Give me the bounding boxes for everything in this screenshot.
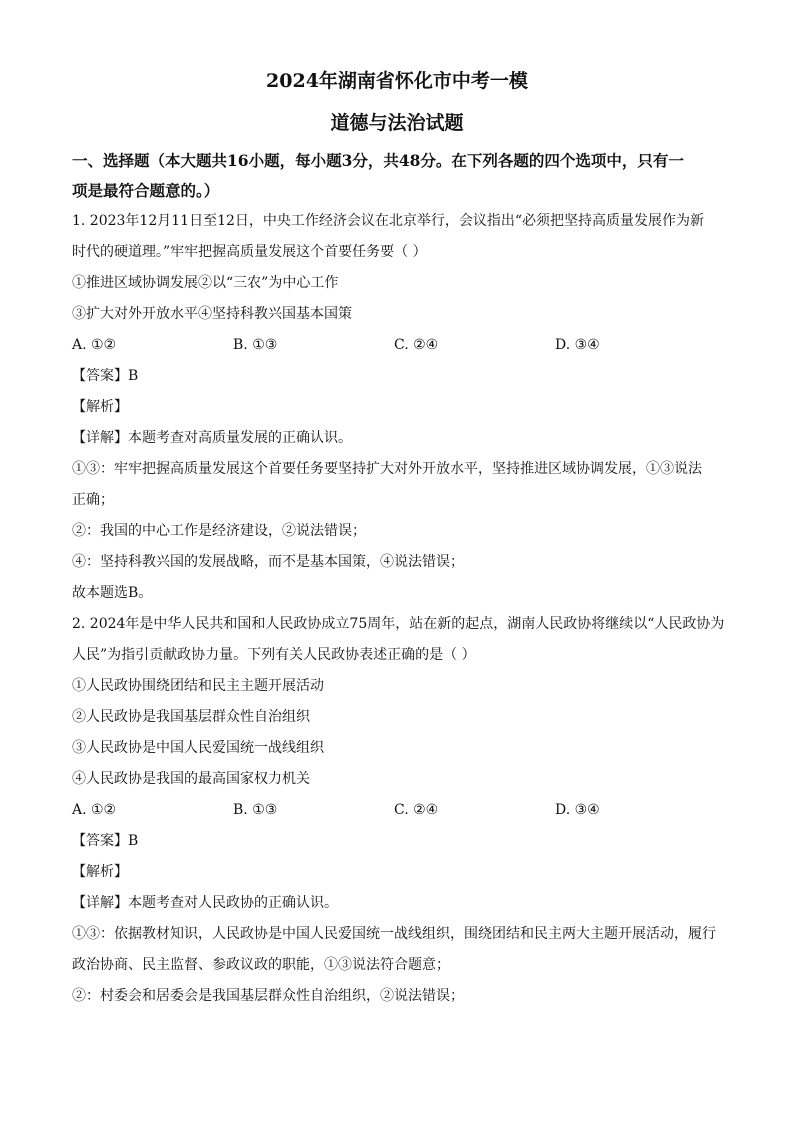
question-item: ②人民政协是我国基层群众性自治组织 — [72, 709, 310, 725]
option-d: D. ③④ — [555, 337, 600, 353]
analysis-label: 【解析】 — [72, 399, 128, 415]
answer-options — [72, 330, 722, 361]
detail-line: ④：坚持科教兴国的发展战略，而不是基本国策，④说法错误； — [72, 554, 464, 570]
detail-line: ①③：依据教材知识，人民政协是中国人民爱国统一战线组织，围绕团结和民主两大主题开展活动，履行 — [72, 926, 716, 942]
document-subtitle: 道德与法治试题 — [330, 112, 464, 134]
answer-line: 【答案】B — [72, 368, 139, 384]
section-heading-line-2: 项是最符合题意的。） — [72, 181, 220, 200]
detail-line: ②：我国的中心工作是经济建设，②说法错误； — [72, 523, 366, 539]
detail-line: 故本题选B。 — [72, 585, 153, 601]
detail-line: 政治协商、民主监督、参政议政的职能，①③说法符合题意； — [72, 957, 450, 973]
question-item: ③人民政协是中国人民爱国统一战线组织 — [72, 740, 324, 756]
question-stem-line: 人民”为指引贡献政协力量。下列有关人民政协表述正确的是（ ） — [72, 647, 476, 663]
option-c: C. ②④ — [394, 802, 439, 818]
question-stem-line: 1. 2023年12月11日至12日，中央工作经济会议在北京举行，会议指出“必须把坚持高质量发展作为新 — [72, 213, 705, 229]
option-a: A. ①② — [72, 337, 117, 353]
question-stem-line: 2. 2024年是中华人民共和国和人民政协成立75周年，站在新的起点，湖南人民政协将继续以“人民政协为 — [72, 616, 725, 632]
detail-line: 正确； — [72, 492, 114, 508]
option-c: C. ②④ — [394, 337, 439, 353]
detail-line: 【详解】本题考查对高质量发展的正确认识。 — [72, 430, 352, 446]
question-2 — [72, 609, 725, 1012]
option-b: B. ①③ — [233, 802, 278, 818]
question-item: ①人民政协围绕团结和民主主题开展活动 — [72, 678, 324, 694]
question-item: ③扩大对外开放水平④坚持科教兴国基本国策 — [72, 306, 352, 322]
section-heading-line-1: 一、选择题（本大题共16小题，每小题3分，共48分。在下列各题的四个选项中，只有一 — [72, 151, 684, 170]
question-1 — [72, 206, 722, 609]
detail-line: ②：村委会和居委会是我国基层群众性自治组织，②说法错误； — [72, 988, 464, 1004]
option-b: B. ①③ — [233, 337, 278, 353]
analysis-label: 【解析】 — [72, 864, 128, 880]
option-d: D. ③④ — [555, 802, 600, 818]
question-item: ①推进区域协调发展②以“三农”为中心工作 — [72, 275, 339, 291]
question-item: ④人民政协是我国的最高国家权力机关 — [72, 771, 310, 787]
detail-line: ①③：牢牢把握高质量发展这个首要任务要坚持扩大对外开放水平，坚持推进区域协调发展，①③说法 — [72, 461, 702, 477]
answer-line: 【答案】B — [72, 833, 139, 849]
answer-options — [72, 795, 722, 826]
document-title: 2024年湖南省怀化市中考一模 — [266, 70, 528, 92]
option-a: A. ①② — [72, 802, 117, 818]
detail-line: 【详解】本题考查对人民政协的正确认识。 — [72, 895, 338, 911]
question-stem-line: 时代的硬道理。”牢牢把握高质量发展这个首要任务要（ ） — [72, 244, 427, 260]
